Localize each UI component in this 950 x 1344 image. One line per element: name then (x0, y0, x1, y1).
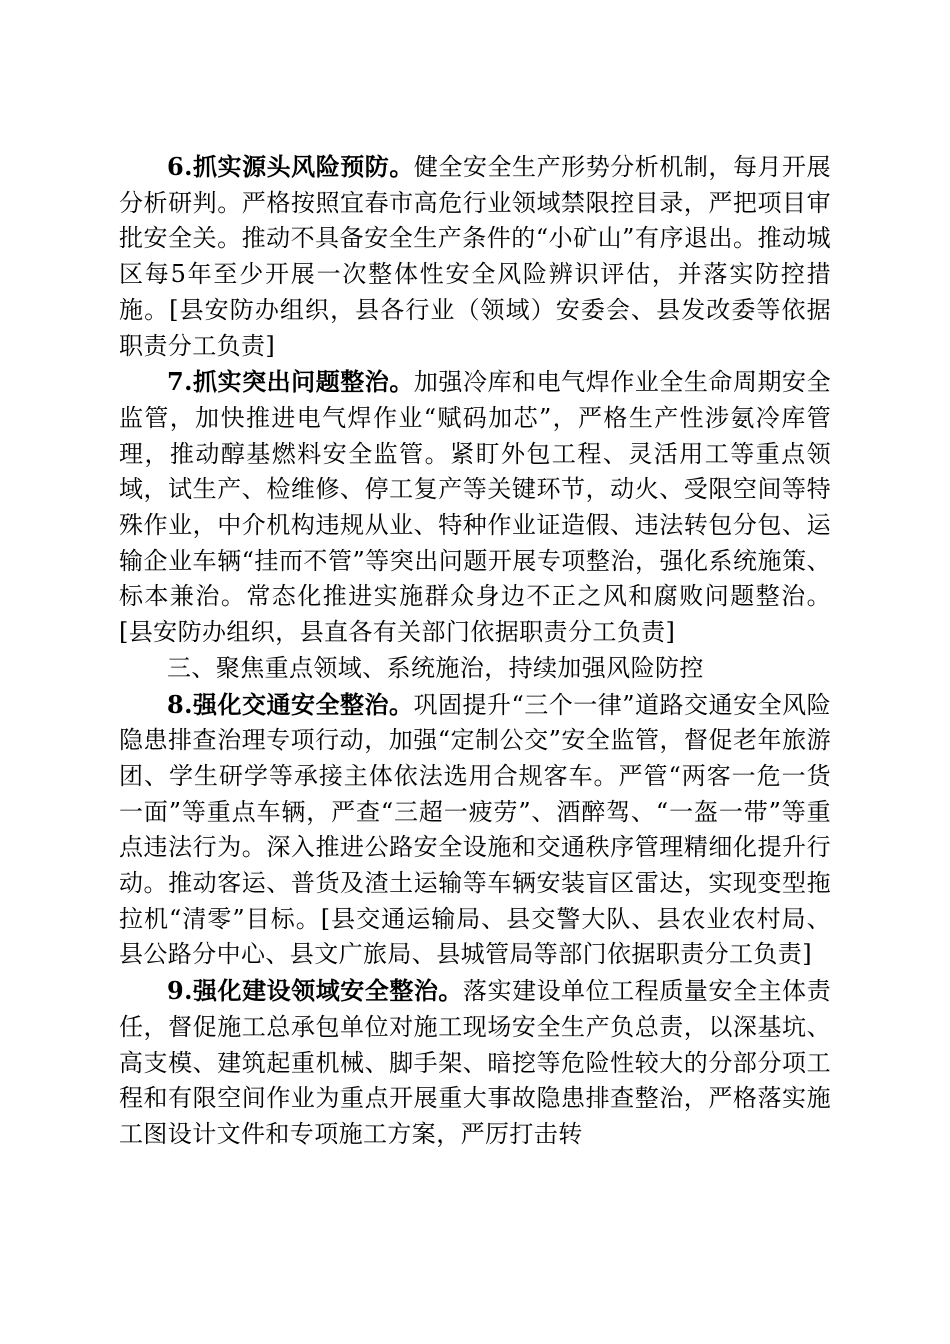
paragraph-7-heading: 7.抓实突出问题整治。 (167, 367, 414, 397)
paragraph-6-body: 健全安全生产形势分析机制，每月开展分析研判。严格按照宜春市高危行业领域禁限控目录，严把项目审批安全关。推动不具备安全生产条件的“小矿山”有序退出。推动城区每5年至少开展一次整体性安全风险辨识评估，并落实防控措施。[县安防办组织，县各行业（领域）安委会、县发改委等依据职责分工负责] (119, 153, 831, 360)
paragraph-9-body: 落实建设单位工程质量安全主体责任，督促施工总承包单位对施工现场安全生产负总责，以深基坑、高支模、建筑起重机械、脚手架、暗挖等危险性较大的分部分项工程和有限空间作业为重点开展重大事故隐患排查整治，严格落实施工图设计文件和专项施工方案，严厉打击转 (119, 977, 831, 1148)
paragraph-9 (119, 973, 831, 1153)
paragraph-6-heading: 6.抓实源头风险预防。 (167, 152, 414, 181)
document-page (119, 149, 831, 1153)
paragraph-7-body: 加强冷库和电气焊作业全生命周期安全监管，加快推进电气焊作业“赋码加芯”，严格生产性涉氨冷库管理，推动醇基燃料安全监管。紧盯外包工程、灵活用工等重点领域，试生产、检维修、停工复产等关键环节，动火、受限空间等特殊作业，中介机构违规从业、特种作业证造假、违法转包分包、运输企业车辆“挂而不管”等突出问题开展专项整治，强化系统施策、标本兼治。常态化推进实施群众身边不正之风和腐败问题整治。[县安防办组织，县直各有关部门依据职责分工负责] (119, 368, 831, 647)
paragraph-8-body: 巩固提升“三个一律”道路交通安全风险隐患排查治理专项行动，加强“定制公交”安全监管，督促老年旅游团、学生研学等承接主体依法选用合规客车。严管“两客一危一货一面”等重点车辆，严查“三超一疲劳”、酒醉驾、“一盔一带”等重点违法行为。深入推进公路安全设施和交通秩序管理精细化提升行动。推动客运、普货及渣土运输等车辆安装盲区雷达，实现变型拖拉机“清零”目标。[县交通运输局、县交警大队、县农业农村局、县公路分中心、县文广旅局、县城管局等部门依据职责分工负责] (119, 690, 831, 969)
paragraph-6 (119, 149, 831, 364)
paragraph-8 (119, 687, 831, 974)
paragraph-9-heading: 9.强化建设领域安全整治。 (167, 976, 463, 1006)
paragraph-7 (119, 364, 831, 651)
section-3-title: 三、聚焦重点领域、系统施治，持续加强风险防控 (167, 653, 704, 682)
paragraph-8-heading: 8.强化交通安全整治。 (167, 689, 414, 719)
